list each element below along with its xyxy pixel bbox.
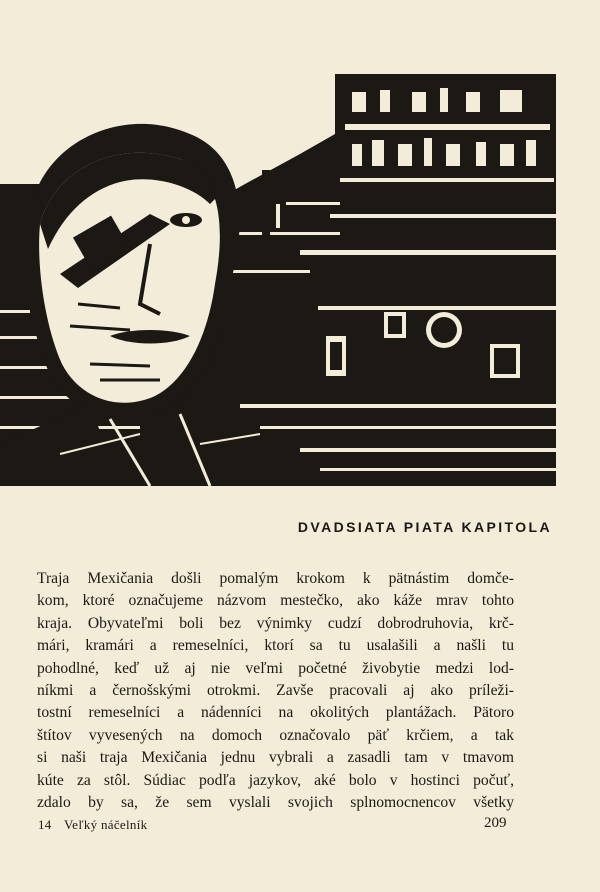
text-line: kom, ktoré označujeme názvom mestečko, ako káže mrav tohto <box>37 592 514 610</box>
text-line: kraja. Obyvateľmi boli bez výnimky cudzí dobrodruhovia, krč- <box>37 614 514 632</box>
text-line: pohodlné, keď už aj nie veľmi početné živobytie medzi lod- <box>37 659 514 677</box>
text-line: si naši traja Mexičania jednu vybrali a zasadli tam v tmavom <box>37 749 514 767</box>
text-line: štítov vyvesených na domoch označovalo päť krčiem, a tak <box>37 726 514 744</box>
text-line: mári, kramári a remeselníci, ktorí sa tu usalašili a našli tu <box>37 637 514 655</box>
footer-signature <box>38 817 147 833</box>
page-number: 209 <box>484 815 507 831</box>
chapter-title: DVADSIATA PIATA KAPITOLA <box>297 519 552 535</box>
text-line: tostní remeselníci a nádenníci na okolitých plantážach. Pätoro <box>37 704 514 722</box>
book-title: Veľký náčelník <box>63 817 148 832</box>
body-text <box>37 568 514 814</box>
text-line: zdalo by sa, že sem vyslali svojich splnomocnencov všetky <box>37 793 514 811</box>
text-line: kúte za stôl. Súdiac podľa jazykov, aké bolo v hostinci počuť, <box>37 771 514 789</box>
text-line: Traja Mexičania došli pomalým krokom k pätnástim domče- <box>37 570 514 587</box>
signature-number: 14 <box>38 817 52 832</box>
woodcut-illustration <box>0 74 556 486</box>
text-line: níkmi a černošskými otrokmi. Zavše pracovali aj ako príleži- <box>37 681 514 699</box>
